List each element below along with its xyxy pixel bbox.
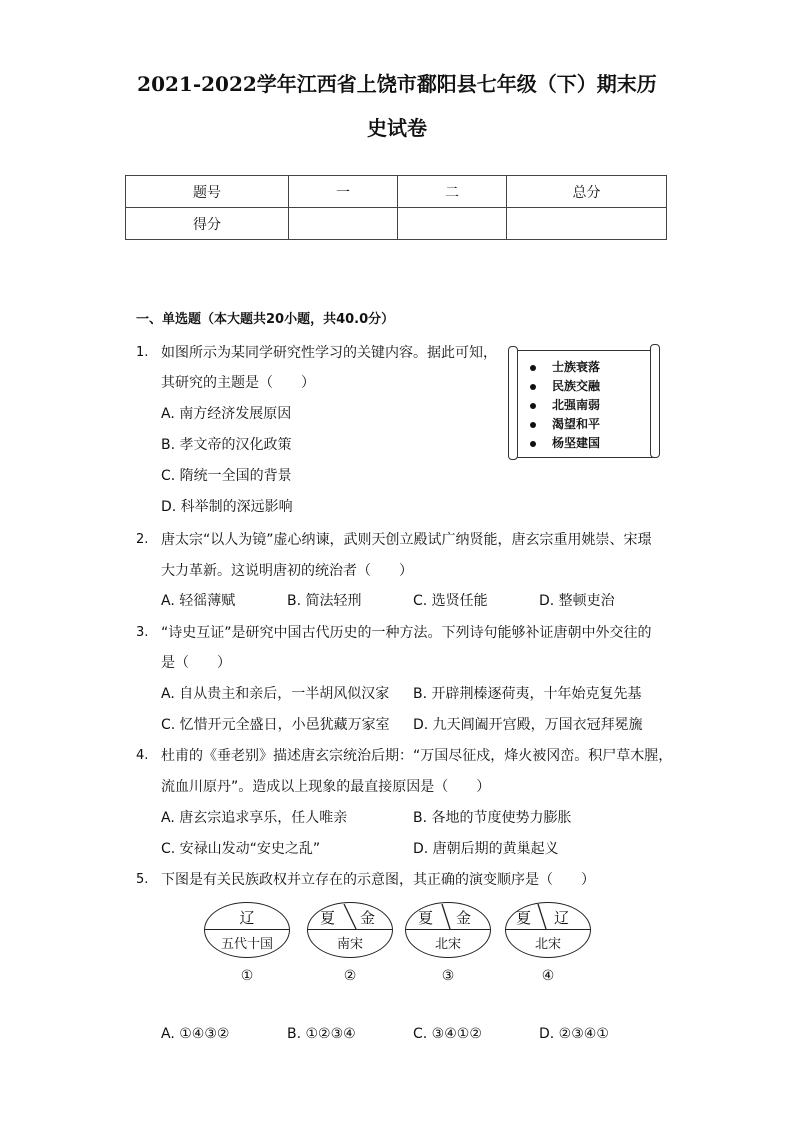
option-b[interactable]: B. 简法轻刑 <box>287 593 362 609</box>
regime-oval <box>204 902 290 958</box>
regime-north: 辽 <box>239 909 255 927</box>
diagram-label: ③ <box>441 968 455 984</box>
scroll-item-text: 杨坚建国 <box>552 436 601 450</box>
question-stem: 是（ ） <box>161 655 231 671</box>
regime-east: 金 <box>360 909 376 927</box>
question-number: 5. <box>136 872 149 887</box>
question-number: 1. <box>136 345 149 360</box>
score-cell[interactable] <box>398 208 507 240</box>
score-table-row <box>126 208 667 240</box>
scroll-item <box>530 377 600 394</box>
option-c[interactable]: C. 忆惜开元全盛日，小邑犹藏万家室 <box>161 717 390 733</box>
option-a[interactable]: A. 轻徭薄赋 <box>161 593 236 609</box>
diagram-label: ④ <box>541 968 555 984</box>
regime-south: 南宋 <box>336 937 363 952</box>
bullet-icon <box>530 365 536 371</box>
option-d[interactable]: D. ②③④① <box>539 1026 609 1042</box>
scroll-item-text: 渴望和平 <box>552 417 601 431</box>
option-a[interactable]: A. 唐玄宗追求享乐，任人唯亲 <box>161 810 348 826</box>
scroll-item <box>530 434 600 451</box>
regime-west: 夏 <box>516 909 532 927</box>
option-c[interactable]: C. 安禄山发动“安史之乱” <box>161 841 321 857</box>
regime-east: 金 <box>456 909 472 927</box>
score-header-cell: 二 <box>398 176 507 208</box>
score-header-cell: 题号 <box>126 176 289 208</box>
section-heading: 一、单选题（本大题共20小题，共40.0分） <box>136 312 395 327</box>
option-a[interactable]: A. 南方经济发展原因 <box>161 406 292 422</box>
option-d[interactable]: D. 九天阊阖开宫殿，万国衣冠拜冕旒 <box>413 717 643 733</box>
option-c[interactable]: C. 选贤任能 <box>413 593 488 609</box>
exam-title-line2: 史试卷 <box>367 116 427 140</box>
score-header-cell: 一 <box>289 176 398 208</box>
option-c[interactable]: C. 隋统一全国的背景 <box>161 468 292 484</box>
scroll-figure <box>508 344 660 462</box>
question-number: 3. <box>136 625 149 640</box>
regime-diagram-3 <box>405 902 491 992</box>
option-b[interactable]: B. 各地的节度使势力膨胀 <box>413 810 572 826</box>
option-a[interactable]: A. ①④③② <box>161 1026 230 1042</box>
question-stem: 流血川原丹”。造成以上现象的最直接原因是（ ） <box>161 779 491 795</box>
question-number: 4. <box>136 748 149 763</box>
option-d[interactable]: D. 科举制的深远影响 <box>161 499 293 515</box>
option-d[interactable]: D. 整顿吏治 <box>539 593 615 609</box>
option-a[interactable]: A. 自从贵主和亲后，一半胡风似汉家 <box>161 686 390 702</box>
regime-oval <box>405 902 491 958</box>
question-number: 2. <box>136 532 149 547</box>
question-stem: 大力革新。这说明唐初的统治者（ ） <box>161 563 413 579</box>
regime-diagram-2 <box>307 902 393 992</box>
question-stem: 其研究的主题是（ ） <box>161 375 315 391</box>
regime-diagram-4 <box>505 902 591 992</box>
question-stem: “诗史互证”是研究中国古代历史的一种方法。下列诗句能够补证唐朝中外交往的 <box>161 625 652 641</box>
regime-south: 北宋 <box>534 937 561 952</box>
regime-oval <box>505 902 591 958</box>
bullet-icon <box>530 422 536 428</box>
regime-west: 夏 <box>418 909 434 927</box>
score-table-header-row <box>126 176 667 208</box>
option-d[interactable]: D. 唐朝后期的黄巢起义 <box>413 841 559 857</box>
scroll-item-text: 士族衰落 <box>552 360 601 374</box>
score-cell: 得分 <box>126 208 289 240</box>
scroll-roll-left <box>508 346 518 460</box>
scroll-roll-right <box>650 344 660 458</box>
scroll-item-text: 民族交融 <box>552 379 601 393</box>
regime-west: 夏 <box>320 909 336 927</box>
score-table <box>125 175 667 240</box>
question-stem: 下图是有关民族政权并立存在的示意图，其正确的演变顺序是（ ） <box>161 872 595 888</box>
bullet-icon <box>530 384 536 390</box>
option-b[interactable]: B. 开辟荆榛逐荷夷，十年始克复先基 <box>413 686 642 702</box>
score-header-cell: 总分 <box>507 176 667 208</box>
regime-south: 五代十国 <box>220 937 273 952</box>
question-stem: 唐太宗“以人为镜”虚心纳谏，武则天创立殿试广纳贤能，唐玄宗重用姚崇、宋璟 <box>161 532 652 548</box>
scroll-item <box>530 358 600 375</box>
oval-divider <box>205 929 289 930</box>
option-b[interactable]: B. 孝文帝的汉化政策 <box>161 437 292 453</box>
option-c[interactable]: C. ③④①② <box>413 1026 482 1042</box>
scroll-item <box>530 396 600 413</box>
score-cell[interactable] <box>289 208 398 240</box>
scroll-item-text: 北强南弱 <box>552 398 601 412</box>
scroll-item <box>530 415 600 432</box>
regime-east: 辽 <box>554 909 570 927</box>
score-cell[interactable] <box>507 208 667 240</box>
regime-oval <box>307 902 393 958</box>
diagram-label: ② <box>343 968 357 984</box>
regime-diagram-1 <box>204 902 290 992</box>
option-b[interactable]: B. ①②③④ <box>287 1026 356 1042</box>
question-stem: 杜甫的《垂老别》描述唐玄宗统治后期：“万国尽征戍，烽火被冈峦。积尸草木腥， <box>161 748 673 764</box>
regime-south: 北宋 <box>434 937 461 952</box>
bullet-icon <box>530 403 536 409</box>
question-stem: 如图所示为某同学研究性学习的关键内容。据此可知， <box>161 345 497 361</box>
bullet-icon <box>530 441 536 447</box>
exam-title-line1: 2021-2022学年江西省上饶市鄱阳县七年级（下）期末历 <box>137 72 657 96</box>
diagram-label: ① <box>240 968 254 984</box>
